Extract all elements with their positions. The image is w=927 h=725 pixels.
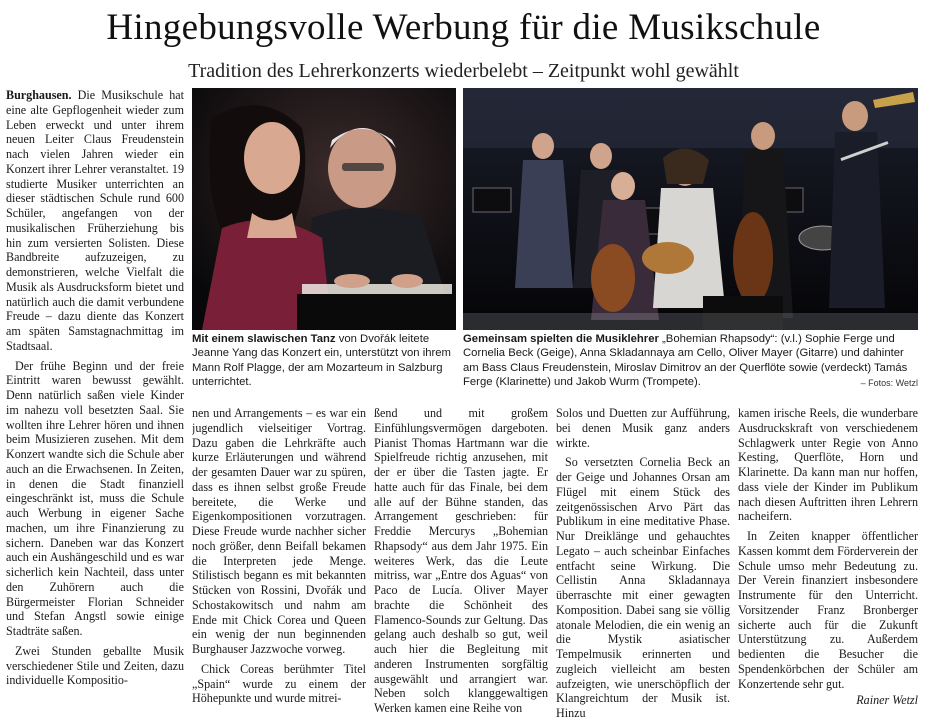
- paragraph: ßend und mit großem Einfühlungsvermögen dargeboten. Pianist Thomas Hartmann war die Spielfreude richtig anzusehen, mit der er über die Tasten jagte. Er hatte auch für das Finale, bei dem alle auf der Bühne standen, das Arrangement geschrieben: für Freddie Mercurys „Bohemian Rhapsody“ aus dem Jahr 1975. Ein weiteres Werk, das die Leute mitriss, war „Entre dos Aguas“ von Paco de Lucía. Oliver Mayer brachte die Schönheit des Flamenco-Sounds zur Geltung. Das gelang auch deshalb so gut, weil auch hier die Begleitung mit anderen Instrumenten sorgfältig ausgewählt und arrangiert war. Neben solch klanggewaltigen Werken kamen eine Reihe von: [374, 406, 548, 715]
- paragraph-text: Die Musikschule hat eine alte Gepflogenheit wieder zum Leben erweckt und unter ihrem neuen Leiter Claus Freudenstein nach vielen Jahren wieder ein Konzert ihrer Lehrer veranstaltet. 19 studierte Musiker unterrichten an dieser städtischen Schule rund 600 Schüler, angefangen von der musikalischen Früherziehung bis hin zum versierten Solisten. Diese Bandbreite aufzuzeigen, zu demonstrieren, welche Vielfalt die Musik als Ausdrucksform bietet und natürlich auch die damit verbundene Freude – dazu diente das Konzert am späten Samstagnachmittag im Stadtsaal.: [6, 88, 184, 353]
- paragraph: Der frühe Beginn und der freie Eintritt waren bewusst gewählt. Denn natürlich saßen viele Kinder im nahezu voll besetzten Saal. Sie wollten ihre Lehrer hören und ihnen beim Musizieren zusehen. Mit dem Konzert wandte sich die Schule aber auch an die Erwachsenen. In Zeiten, in denen die Stadt finanziell eingeschränkt ist, muss die Schule auch Werbung in eigener Sache machen, um ihre Finanzierung zu sichern. Daneben war das Konzert auch ein Aushängeschild und es war sicherlich kein Nachteil, dass unter den Zuhörern auch die Bürgermeister Florian Schneider und Stefan Angstl sowie einige Stadträte saßen.: [6, 358, 184, 638]
- caption-lead: Mit einem slawischen Tanz: [192, 333, 336, 345]
- photo-ensemble: [463, 88, 918, 330]
- dateline: Burghausen.: [6, 88, 72, 102]
- article-column-2: [192, 406, 366, 722]
- paragraph: So versetzten Cornelia Beck an der Geige und Johannes Orsan am Flügel mit einem Stück des zeitgenössischen Arvo Pärt das Publikum in eine meditative Phase. Nur Dreiklänge und gehauchtes Legato – auch scheinbar Einfaches entfacht seine Wirkung. Die Cellistin Anna Skladannaya überraschte mit einer gewagten Komposition. Dabei sang sie völlig atonale Melodien, die ein wenig an die Mystik asiatischer Tempelmusik erinnerten und zugleich vielleicht am besten aufzeigten, wie unerschöpflich der Klangreichtum der Musik ist. Hinzu: [556, 455, 730, 720]
- caption-text: von Dvořák leitete Jeanne Yang das Konzert ein, unterstützt von ihrem Mann Rolf Plagge, der am Mozarteum in Salzburg unterrichtet.: [192, 333, 451, 389]
- paragraph: Chick Coreas berühmter Titel „Spain“ wurde zu einem der Höhepunkte und wurde mitrei-: [192, 661, 366, 706]
- paragraph: Zwei Stunden geballte Musik verschiedener Stile und Zeiten, dazu individuelle Kompositio-: [6, 643, 184, 688]
- paragraph: Solos und Duetten zur Aufführung, bei denen Musik ganz anders wirkte.: [556, 406, 730, 450]
- article-column-3: [374, 406, 548, 722]
- headline: Hingebungsvolle Werbung für die Musikschule: [106, 7, 821, 48]
- caption-lead: Gemeinsam spielten die Musiklehrer: [463, 333, 659, 345]
- paragraph: [6, 88, 184, 354]
- author-signature: Rainer Wetzl: [856, 693, 918, 708]
- subheadline: Tradition des Lehrerkonzerts wiederbelebt – Zeitpunkt wohl gewählt: [188, 60, 739, 82]
- article-column-5: [738, 406, 918, 722]
- photo-pianists: [192, 88, 456, 330]
- caption-text: „Bohemian Rhapsody“: (v.l.) Sophie Ferge und Cornelia Beck (Geige), Anna Skladannaya am Cello, Oliver Mayer (Gitarre) und dahinter am Bass Claus Freudenstein, Miroslav Dimitrov an der Querflöte sowie (verdeckt) Tamás Ferge (Klarinette) und Jakob Wurm (Trompete).: [463, 333, 908, 389]
- photo-pianists-caption: [192, 332, 456, 390]
- photo-credit: – Fotos: Wetzl: [860, 378, 918, 388]
- paragraph: kamen irische Reels, die wunderbare Ausdruckskraft von verschiedenem Schlagwerk unter Regie von Anno Kesting, Querflöte, Horn und Klarinette. Da kann man nur hoffen, dass viele der Kinder im Publikum nach diesen Auftritten ihren Lehrern nacheifern.: [738, 406, 918, 524]
- photo-ensemble-image: [463, 88, 918, 330]
- article-column-4: [556, 406, 730, 722]
- photo-pianists-image: [192, 88, 456, 330]
- article-column-1: [6, 88, 184, 722]
- paragraph: In Zeiten knapper öffentlicher Kassen kommt dem Förderverein der Schule umso mehr Bedeutung zu. Der Verein finanziert insbesondere Instrumente für den Unterricht. Vorsitzender Franz Bronberger sicherte auch für die Zukunft Unterstützung zu. Außerdem bedienten die Besucher die Spendenkörbchen der Schüler am Konzertende sehr gut.: [738, 529, 918, 691]
- paragraph: nen und Arrangements – es war ein jugendlich vielseitiger Vortrag. Dazu gaben die Lehrkräfte auch kurze Erläuterungen und während der gesamten Dauer war zu spüren, dass es ihnen selbst große Freude bereitete, die Werke und Eigenkompositionen vorzutragen. Diese Freude wurde nachher sicher noch größer, denn Beifall bekamen die Interpreten jede Menge. Stilistisch begann es mit bekannten Stücken von Rossini, Dvořák und Schostakowitsch und nahm am Ende mit Chick Corea und Queen ein wenig der nun beginnenden Burghauser Jazzwoche vorweg.: [192, 406, 366, 656]
